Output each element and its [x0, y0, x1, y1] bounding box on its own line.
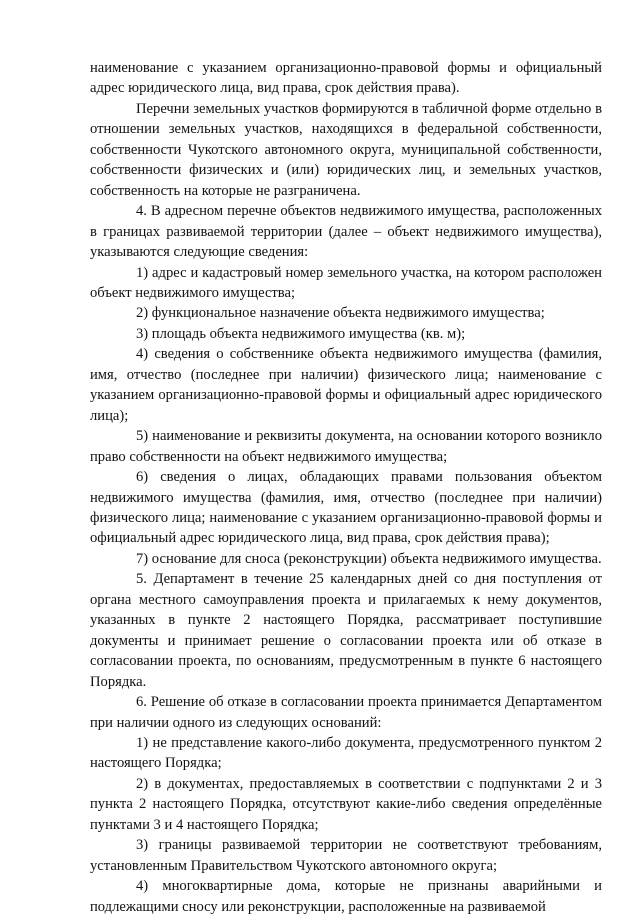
paragraph-continuation: наименование с указанием организационно-правовой формы и официальный адрес юридического лица, вид права, срок действия права).: [90, 60, 602, 97]
paragraph-subitem-3: 3) площадь объекта недвижимого имущества (кв. м);: [136, 325, 466, 342]
paragraph-reason-4: 4) многоквартирные дома, которые не признаны аварийными и подлежащими сносу или реконструкции, расположенные на развиваемой: [90, 878, 602, 915]
paragraph-subitem-6: 6) сведения о лицах, обладающих правами пользования объектом недвижимого имущества (фамилия, имя, отчество (последнее при наличии) физического лица; наименование с указанием организационно-правовой формы и официальный адрес юридического лица, вид права, срок действия права);: [90, 469, 602, 547]
document-page: [90, 58, 602, 917]
paragraph-subitem-2: 2) функциональное назначение объекта недвижимого имущества;: [136, 305, 545, 322]
paragraph-subitem-1: 1) адрес и кадастровый номер земельного участка, на котором расположен объект недвижимого имущества;: [90, 264, 602, 301]
paragraph-land-lists: Перечни земельных участков формируются в табличной форме отдельно в отношении земельных участков, находящихся в федеральной собственности, собственности Чукотского автономного округа, муниципальной собственности, собственности физических и (или) юридических лиц, и земельных участков, собственность на которые не разграничена.: [90, 100, 602, 199]
paragraph-item-6: 6. Решение об отказе в согласовании проекта принимается Департаментом при наличии одного из следующих оснований:: [90, 694, 602, 731]
paragraph-subitem-7: 7) основание для сноса (реконструкции) объекта недвижимого имущества.: [136, 550, 602, 567]
paragraph-reason-2: 2) в документах, предоставляемых в соответствии с подпунктами 2 и 3 пункта 2 настоящего Порядка, отсутствуют какие-либо сведения определённые пунктами 3 и 4 настоящего Порядка;: [90, 775, 602, 833]
paragraph-item-5: 5. Департамент в течение 25 календарных дней со дня поступления от органа местного самоуправления проекта и прилагаемых к нему документов, указанных в пункте 2 настоящего Порядка, рассматривает поступившие документы и принимает решение о согласовании проекта или об отказе в согласовании проекта, по основаниям, предусмотренным в пункте 6 настоящего Порядка.: [90, 571, 602, 690]
paragraph-item-4: 4. В адресном перечне объектов недвижимого имущества, расположенных в границах развиваемой территории (далее – объект недвижимого имущества), указываются следующие сведения:: [90, 203, 602, 261]
paragraph-reason-3: 3) границы развиваемой территории не соответствуют требованиям, установленным Правительством Чукотского автономного округа;: [90, 837, 602, 874]
paragraph-subitem-5: 5) наименование и реквизиты документа, на основании которого возникло право собственности на объект недвижимого имущества;: [90, 428, 602, 465]
paragraph-reason-1: 1) не представление какого-либо документа, предусмотренного пунктом 2 настоящего Порядка;: [90, 734, 602, 772]
paragraph-subitem-4: 4) сведения о собственнике объекта недвижимого имущества (фамилия, имя, отчество (последнее при наличии) физического лица; наименование с указанием организационно-правовой формы и официальный адрес юридического лица);: [90, 346, 602, 424]
